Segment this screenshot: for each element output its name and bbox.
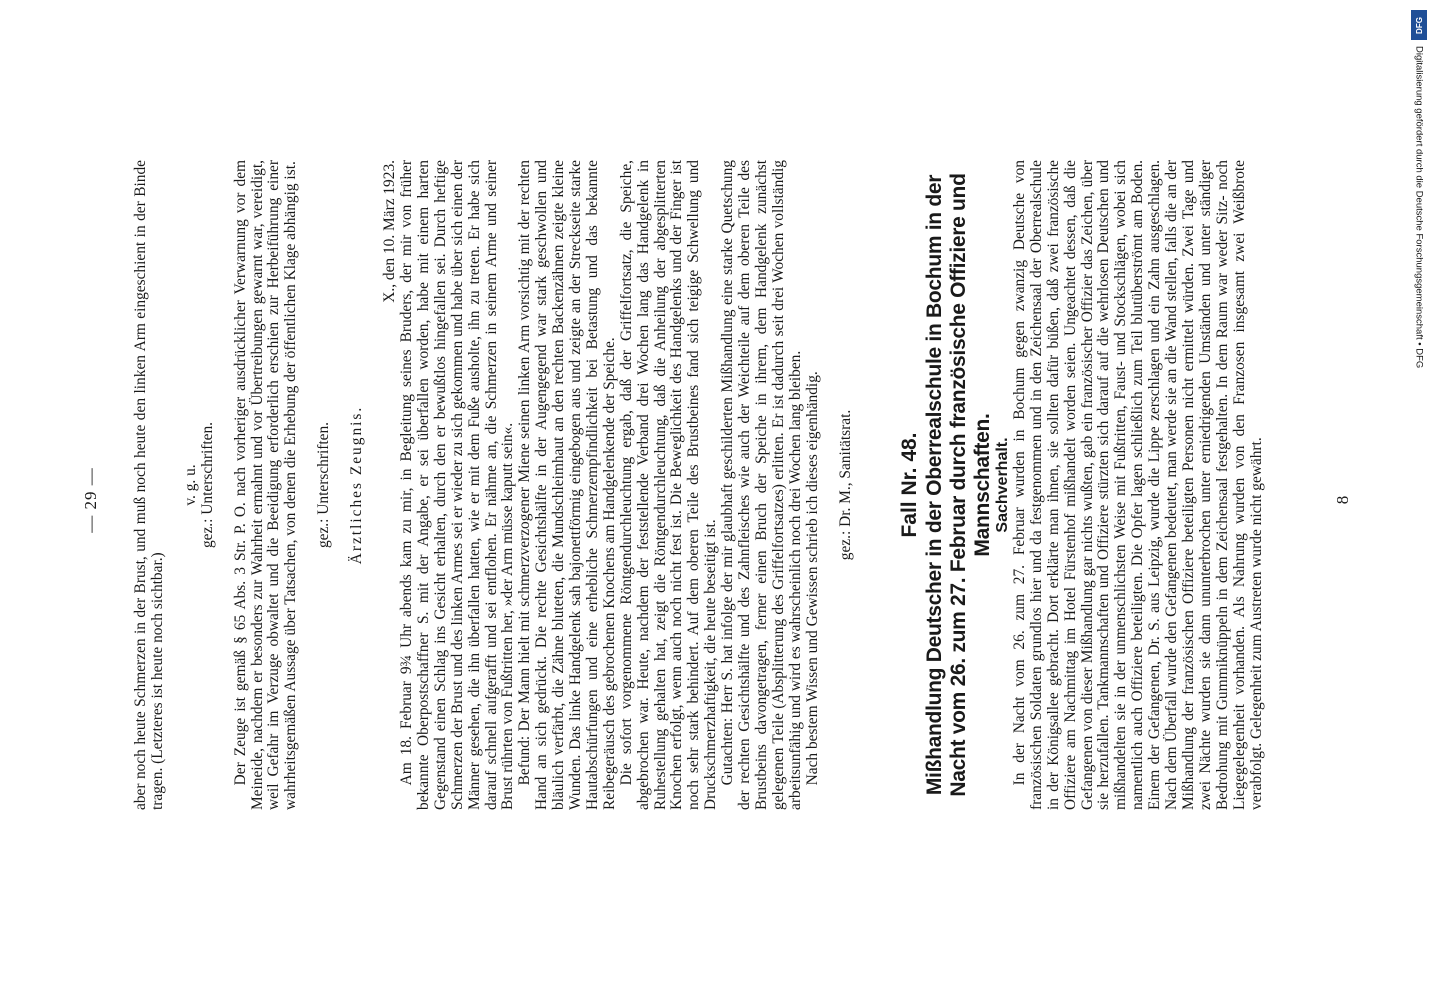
attestation-paragraph: Nach bestem Wissen und Gewissen schrieb ich dieses eigenhändig. <box>803 371 821 786</box>
case-number-heading: Fall Nr. 48. <box>898 432 921 538</box>
assessment-paragraph: Gutachten: Herr S. hat infolge der mir glaubhaft geschilderten Mißhandlung eine starke Quetschung der rechten Gesichtshälfte und des Zahnfleisches wie auch der Weichteile auf dem oberen Teile des Brustbeins davongetragen, ferner einen Bruch der Speiche in ihrem, dem Handgelenk zunächst gelegenen Teile (Absplitterung des Griffelfortsatzes) erlitten. Er ist dadurch seit drei Wochen vollständig arbeitsunfähig und wird es wahrscheinlich noch drei Wochen lang bleiben. <box>719 160 804 810</box>
facts-paragraph: In der Nacht vom 26. zum 27. Februar wurden in Bochum gegen zwanzig Deutsche von französischen Soldaten grundlos hier und da festgenommen und in den Zeichensaal der Oberrealschule in der Königsallee gebracht. Dort erklärte man ihnen, sie sollten dafür büßen, daß zwei französische Offiziere am Nachmittag im Hotel Fürstenhof mißhandelt worden seien. Ungeachtet dessen, daß die Gefangenen von dieser Mißhandlung gar nichts wußten, gab ein französischer Offizier das Zeichen, über sie herzufallen. Tankmannschaften und Offiziere stürzten sich darauf auf die wehrlosen Deutschen und mißhandelten sie in der unmenschlichsten Weise mit Fußtritten, Faust- und Stockschlägen, wobei sich namentlich auch Offiziere beteiligten. Die Opfer lagen schließlich zum Teil blutüberströmt am Boden. Einem der Gefangenen, Dr. S. aus Leipzig, wurde die Lippe zerschlagen und ein Zahn ausgeschlagen. Nach dem Überfall wurde den Gefangenen bedeutet, man werde sie an die Wand stellen, falls die an der Mißhandlung der französischen Offiziere beteiligten Personen nicht ermittelt würden. Zwei Tage und zwei Nächte wurden sie dann ununterbrochen unter erniedrigenden Umständen und unter ständiger Bedrohung mit Gummiknüppeln in dem Zeichensaal festgehalten. In dem Raum war weder Sitz- noch Liegegelegenheit vorhanden. Als Nahrung wurden von den Franzosen insgesamt zwei Weißbrote verabfolgt. Gelegenheit zum Austreten wurde nicht gewährt. <box>1010 160 1265 810</box>
case-title-heading: Mißhandlung Deutscher in der Oberrealschule in Bochum in der Nacht vom 26. zum 27. Februar durch französische Offiziere und Mannschaften. <box>923 173 994 797</box>
findings-paragraph: Befund: Der Mann hielt mit schmerzverzogener Miene seinen linken Arm vorsichtig mit der rechten Hand an sich gedrückt. Die rechte Gesichtshälfte in der Augengegend war stark geschwollen und bläulich verfärbt, die Zähne bluteten, die Mundschleimhaut an den rechten Backenzähnen zeigte kleine Wunden. Das linke Handgelenk sah bajonettförmig eingebogen aus und zeigte an der Streckseite starke Hautabschürfungen und eine erhebliche Schmerzempfindlichkeit bei Betastung und das bekannte Reibegeräusch des gebrochenen Knochens am Handgelenkende der Speiche. <box>516 160 618 810</box>
medical-certificate-title: Ärztliches Zeugnis. <box>348 405 366 565</box>
facts-heading: Sachverhalt. <box>994 437 1011 533</box>
oath-paragraph: Der Zeuge ist gemäß § 65 Abs. 3 Str. P. O. nach vorheriger ausdrücklicher Verwarnung vor dem Meineide, nachdem er besonders zur Wahrheit ermahnt und vor Übertreibungen gewarnt war, vereidigt, weil Gefahr im Verzuge obwaltet und die Beeidigung erforderlich erschien zur Herbeiführung einer wahrheitsgemäßen Aussage über Tatsachen, von denen die Erhebung der öffentlichen Klage abhängig ist. <box>231 160 300 810</box>
read-approved-signed: v. g. u. <box>181 464 199 506</box>
testimony-paragraph: aber noch heute Schmerzen in der Brust, und muß noch heute den linken Arm eingeschient in der Binde tragen. (Letzteres ist heute noch sichtbar.) <box>132 160 166 810</box>
signature-line: gez.: Dr. M., Sanitätsrat. <box>836 409 854 561</box>
testimony-section <box>133 160 855 810</box>
rotated-document-page <box>17 70 1417 930</box>
dateline: X., den 10. März 1923. <box>381 160 399 303</box>
case-48-section <box>897 160 1266 810</box>
signature-line: gez.: Unterschriften. <box>315 421 333 549</box>
dfg-logo: DFG <box>1411 10 1427 40</box>
certificate-paragraph: Am 18. Februar 9¾ Uhr abends kam zu mir, in Begleitung seines Bruders, der mir von früher bekannte Oberpostschaffner S. mit der Angabe, er sei überfallen worden, habe mit einem harten Gegenstand einen Schlag ins Gesicht erhalten, durch den er bewußtlos hingefallen sei. Durch heftige Schmerzen der Brust und des linken Armes sei er wieder zu sich gekommen und habe über sich einen der Männer gesehen, die ihn überfallen hatten, wie er mit dem Fuße ausholte, ihn zu treten. Er habe sich darauf schnell aufgerafft und sei entflohen. Er nähme an, die Schmerzen in seinem Arme und seiner Brust rührten von Fußtritten her, »der Arm müsse kaputt sein«. <box>397 160 517 810</box>
page-number-top: — 29 — <box>81 467 100 533</box>
xray-paragraph: Die sofort vorgenommene Röntgendurchleuchtung ergab, daß der Griffelfortsatz, die Speiche, abgebrochen war. Heute, nachdem der feststellende Verband drei Wochen lang das Handgelenk in Ruhestellung gehalten hat, zeigt die Röntgendurchleuchtung, daß die Anheilung der abgesplitterten Knochen erfolgt, wenn auch noch nicht fest ist. Die Beweglichkeit des Handgelenks und der Finger ist noch sehr stark behindert. Auf dem oberen Teile des Brustbeines fand sich teigige Schwellung und Druckschmerzhaftigkeit, die heute beseitigt ist. <box>617 160 720 810</box>
signature-line: gez.: Unterschriften. <box>198 421 216 549</box>
funding-note: Digitalisierung gefördert durch die Deutsche Forschungsgemeinschaft • DFG <box>1413 46 1425 369</box>
page-number-bottom: 8 <box>1333 495 1352 505</box>
